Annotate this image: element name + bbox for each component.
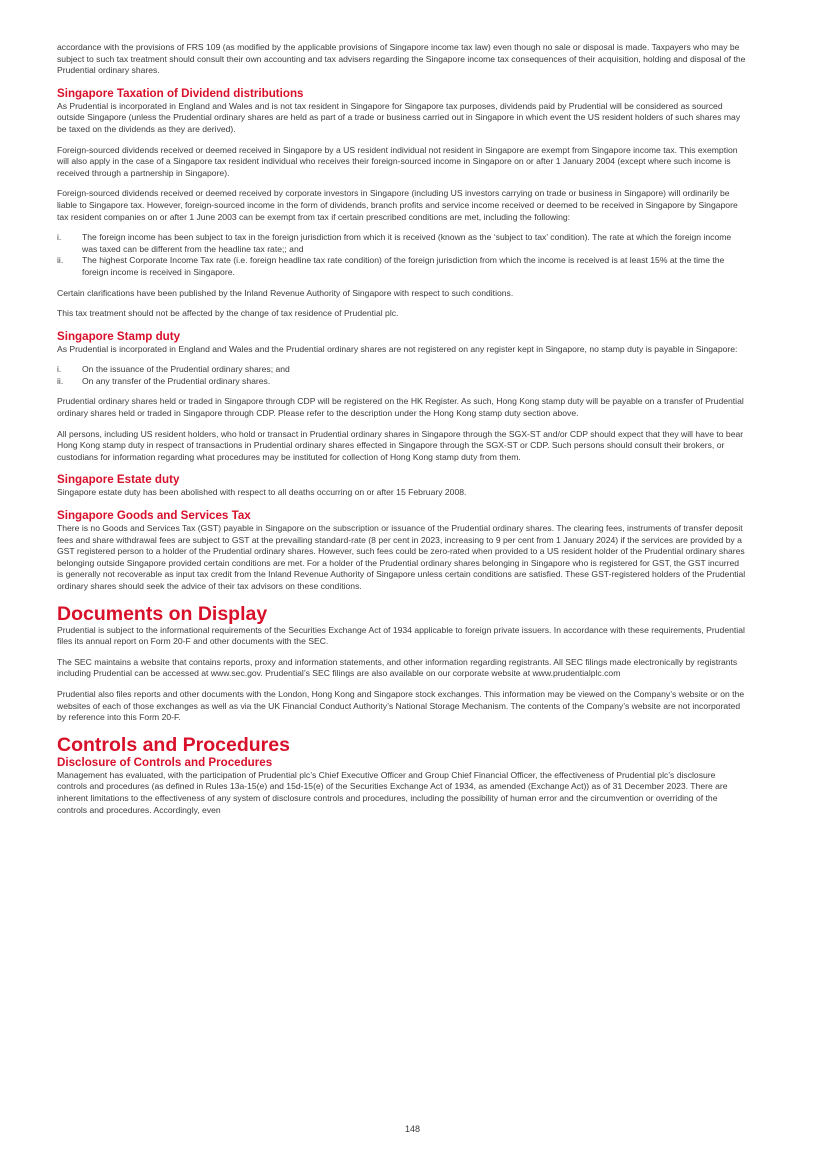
- dividend-paragraph-2: Foreign-sourced dividends received or deemed received in Singapore by a US resident individual not resident in Singapore are exempt from Singapore income tax. This exemption will also apply in the case of a Singapore tax resident individual who receives their foreign-sourced income in Singapore on or after 1 January 2004 (except where such income is received through a partnership in Singapore).: [57, 144, 738, 178]
- list-item: i. On the issuance of the Prudential ordinary shares; and: [57, 364, 290, 375]
- dividend-paragraph-3: Foreign-sourced dividends received or deemed received by corporate investors in Singapore (including US investors carrying on trade or business in Singapore) will ordinarily be liable to Singapore tax. However, foreign-sourced income in the form of dividends, branch profits and service income received or deemed to be received in Singapore by Singapore tax resident companies on or after 1 June 2003 can be exempt from tax if certain prescribed conditions are met, including the following:: [57, 188, 738, 222]
- list-item: i. The foreign income has been subject to tax in the foreign jurisdiction from which it is received (known as the ‘subject to tax’ condition). The rate at which the foreign income was taxed can be different from the headline tax rate;; and: [57, 232, 732, 254]
- documents-paragraph-1: Prudential is subject to the informational requirements of the Securities Exchange Act of 1934 applicable to foreign private issuers. In accordance with these requirements, Prudential files its annual report on Form 20-F and other documents with the SEC.: [57, 624, 745, 647]
- intro-paragraph: accordance with the provisions of FRS 109 (as modified by the applicable provisions of Singapore income tax law) even though no sale or disposal is made. Taxpayers who may be subject to such tax treatment should consult their own accounting and tax advisers regarding the Singapore income tax consequences of their acquisition, holding and disposal of the Prudential ordinary shares.: [57, 42, 746, 76]
- controls-procedures-heading: Controls and Procedures: [57, 733, 290, 756]
- dividend-heading: Singapore Taxation of Dividend distributions: [57, 86, 304, 100]
- documents-on-display-heading: Documents on Display: [57, 602, 268, 625]
- dividend-paragraph-1: As Prudential is incorporated in England and Wales and is not tax resident in Singapore for Singapore tax purposes, dividends paid by Prudential will be considered as sourced outside Singapore (unless the Prudential ordinary shares are held as part of a trade or business carried out in Singapore in which event the US resident holders of such shares may be taxed on the dividends as they are derived).: [57, 100, 741, 134]
- controls-paragraph: Management has evaluated, with the participation of Prudential plc’s Chief Executive Officer and Group Chief Financial Officer, the effectiveness of Prudential plc’s disclosure controls and procedures (as defined in Rules 13a-15(e) and 15d-15(e) of the Securities Exchange Act of 1934, as amended (Exchange Act)) as of 31 December 2023. There are inherent limitations to the effectiveness of any system of disclosure controls and procedures, including the possibility of human error and the circumvention or overriding of the controls and procedures. Accordingly, even: [57, 769, 728, 815]
- page-body: [57, 42, 747, 816]
- list-item: ii. On any transfer of the Prudential ordinary shares.: [57, 375, 271, 386]
- estate-paragraph: Singapore estate duty has been abolished with respect to all deaths occurring on or after 15 February 2008.: [57, 487, 467, 498]
- gst-heading: Singapore Goods and Services Tax: [57, 509, 251, 523]
- documents-paragraph-2: The SEC maintains a website that contains reports, proxy and information statements, and other information regarding registrants. All SEC filings made electronically by registrants including Prudential can be accessed at www.sec.gov. Prudential’s SEC filings are also available on our corporate website at www.prudentialplc.com: [57, 656, 738, 679]
- stamp-duty-heading: Singapore Stamp duty: [57, 329, 181, 343]
- dividend-conditions-list: [57, 232, 747, 278]
- gst-paragraph: There is no Goods and Services Tax (GST) payable in Singapore on the subscription or issuance of the Prudential ordinary shares. The clearing fees, instruments of transfer deposit fees and share withdrawal fees are subject to GST at the prevailing standard-rate (8 per cent in 2023, increasing to 9 per cent from 1 January 2024) if the services are provided by a GST registered person to a holder of the Prudential ordinary shares. However, such fees could be zero-rated when provided to a US resident holder of the Prudential ordinary shares belonging outside Singapore provided certain conditions are met. For a holder of the Prudential ordinary shares belonging in Singapore who is registered for GST, the GST incurred is generally not recoverable as input tax credit from the Inland Revenue Authority of Singapore unless certain conditions are satisfied. These GST-registered holders of the Prudential ordinary shares should seek the advice of their tax advisors on these conditions.: [57, 523, 746, 591]
- page-number: 148: [404, 1124, 421, 1134]
- stamp-paragraph-1: As Prudential is incorporated in England and Wales and the Prudential ordinary shares are not registered on any register kept in Singapore, no stamp duty is payable in Singapore:: [57, 343, 738, 354]
- dividend-paragraph-5: This tax treatment should not be affected by the change of tax residence of Prudential plc.: [57, 308, 399, 319]
- stamp-list: [57, 364, 747, 387]
- documents-paragraph-3: Prudential also files reports and other documents with the London, Hong Kong and Singapore stock exchanges. This information may be viewed on the Company’s website or on the websites of each of those exchanges as well as via the UK Financial Conduct Authority’s National Storage Mechanism. The contents of the Company’s website are not incorporated by reference into this Form 20-F.: [57, 688, 745, 723]
- stamp-paragraph-2: Prudential ordinary shares held or traded in Singapore through CDP will be registered on the HK Register. As such, Hong Kong stamp duty will be payable on a transfer of Prudential ordinary shares held or traded in Singapore through CDP. Please refer to the description under the Hong Kong stamp duty section above.: [57, 396, 744, 419]
- disclosure-controls-subheading: Disclosure of Controls and Procedures: [57, 755, 273, 769]
- estate-duty-heading: Singapore Estate duty: [57, 473, 180, 487]
- dividend-paragraph-4: Certain clarifications have been published by the Inland Revenue Authority of Singapore with respect to such conditions.: [57, 287, 514, 298]
- stamp-paragraph-3: All persons, including US resident holders, who hold or transact in Prudential ordinary shares in Singapore through the SGX-ST and/or CDP should expect that they will have to bear Hong Kong stamp duty in respect of transactions in Prudential ordinary shares effected in Singapore through the SGX-ST or CDP. Such persons should consult their brokers, or custodians for information regarding what procedures may be instituted for collection of Hong Kong stamp duty from them.: [57, 428, 744, 462]
- list-item: ii. The highest Corporate Income Tax rate (i.e. foreign headline tax rate condition) of the foreign jurisdiction from which the income is received is at least 15% at the time the foreign income is received in Singapore.: [57, 255, 725, 277]
